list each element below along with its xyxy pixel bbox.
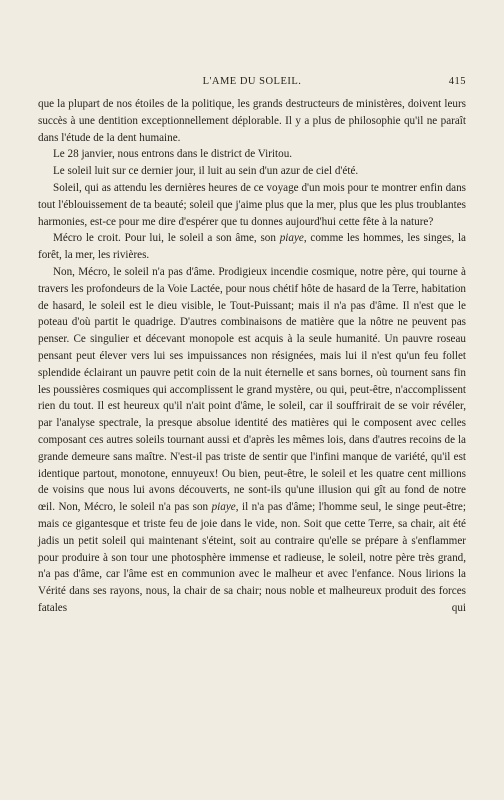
- paragraph-mecro-belief: [38, 230, 466, 264]
- page-body: [38, 96, 466, 617]
- paragraph-text: , il n'a pas d'âme; l'homme seul, le singe peut-être; mais ce gigantesque et triste feu de joie dans le vide, non. Soit que cette Terre, sa chair, ait été jadis un petit soleil qui maintenant s'éteint, soit au contraire qu'elle se prépare à s'enflammer pour produire à son tour une photosphère immense et radieuse, le soleil, notre père très grand, n'a pas d'âme, car l'âme est en communion avec le malheur et avec l'enfance. Nous lirions la Vérité dans ses rayons, nous, la chair de sa chair; nous noble et malheureux produit des forces fatales qui: [38, 501, 466, 614]
- running-title: L'AME DU SOLEIL.: [202, 76, 302, 87]
- paragraph-continued: que la plupart de nos étoiles de la politique, les grands destructeurs de ministères, doivent leurs succès à une dentition exceptionnellement déplorable. Il y a plus de philosophie qu'il ne paraît dans l'étude de la dent humaine.: [38, 98, 466, 144]
- paragraph-text: , comme les hommes, les singes, la forêt, la mer, les rivières.: [38, 232, 466, 262]
- paragraph-text: Non, Mécro, le soleil n'a pas d'âme. Prodigieux incendie cosmique, notre père, qui tourne à travers les profondeurs de la Voie Lactée, pour nous chétif hôte de hasard de la Terre, habitation de hasard, le soleil est le dieu visible, le Tout-Puissant; mais il n'a pas d'âme. Il n'est que le poteau d'où partit le quadrige. D'autres combinaisons de matière que la nôtre ne peuvent pas penser. Ce singulier et décevant monopole est acquis à la seule humanité. Un pauvre roseau pensant peut élever vers lui ses impuissances non résignées, mais lui il n'est qu'un feu follet splendide éclairant un pauvre petit coin de la nuit éternelle et sans bornes, où tournent sans fin les poussières cosmiques qui accomplissent le grand mystère, ou qui, peut-être, n'accomplissent rien du tout. Il est heureux qu'il n'ait point d'âme, le soleil, car il souffrirait de se voir révéler, par l'analyse spectrale, la presque absolue identité des matières qui le composent avec celles composant ces autres soleils tournant aussi et d'après les mêmes lois, dans d'autres recoins de la grande demeure sans maître. N'est-il pas triste de sentir que l'infini manque de variété, qu'il est identique partout, monotone, ennuyeux! Ou bien, peut-être, le soleil et les quatre cent millions de voisins que nous lui avons découverts, ne sont-ils qu'une illusion qui gît au fond de notre œil. Non, Mécro, le soleil n'a pas son: [38, 265, 466, 514]
- paragraph-address-to-sun: Soleil, qui as attendu les dernières heures de ce voyage d'un mois pour te montrer enfin dans tout l'éblouissement de ta beauté; soleil que j'aime plus que la mer, plus que les plus troublantes harmonies, est-ce pour me dire d'espérer que tu donnes aujourd'hui cette fête à la nature?: [38, 181, 466, 228]
- paragraph-no-soul: [38, 264, 466, 617]
- paragraph-date-entry: Le 28 janvier, nous entrons dans le district de Viritou.: [53, 148, 293, 161]
- paragraph-text: Mécro le croit. Pour lui, le soleil a son âme, son: [53, 232, 280, 245]
- paragraph-sun-shines: Le soleil luit sur ce dernier jour, il luit au sein d'un azur de ciel d'été.: [53, 165, 359, 178]
- italic-term: piaye: [279, 232, 304, 245]
- running-header: [38, 76, 466, 90]
- italic-term: piaye: [211, 501, 236, 514]
- page-number: 415: [448, 76, 466, 87]
